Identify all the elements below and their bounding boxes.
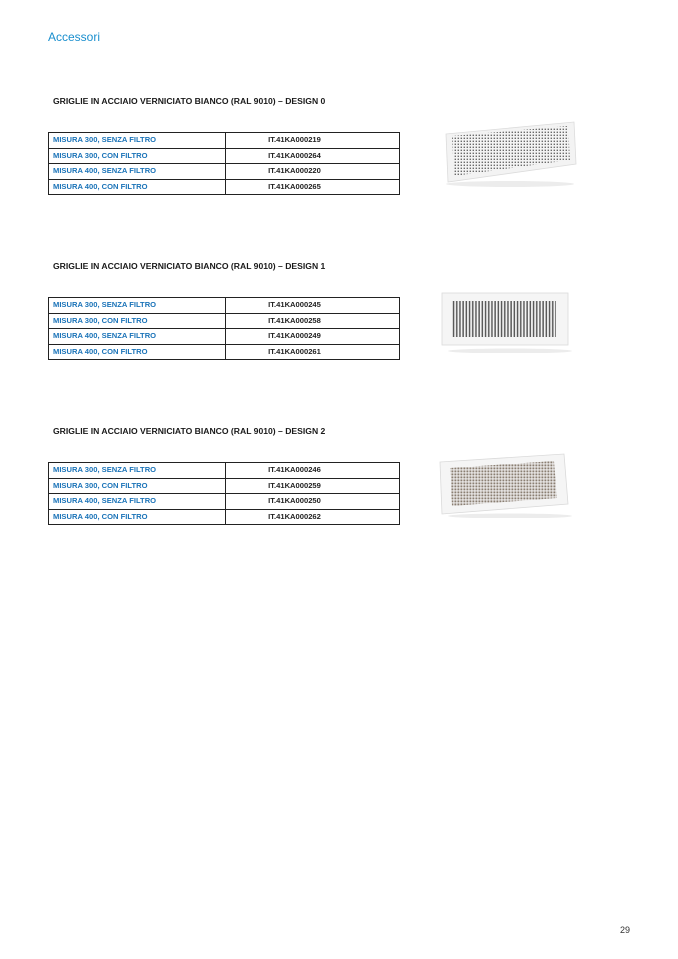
row-code: IT.41KA000245 bbox=[226, 298, 400, 314]
table-row bbox=[49, 509, 400, 525]
row-code: IT.41KA000259 bbox=[226, 478, 400, 494]
page-number: 29 bbox=[619, 925, 630, 935]
row-code: IT.41KA000246 bbox=[226, 463, 400, 479]
row-label: MISURA 300, SENZA FILTRO bbox=[49, 463, 226, 479]
product-code-table bbox=[48, 297, 400, 360]
table-row bbox=[49, 463, 400, 479]
row-label: MISURA 300, CON FILTRO bbox=[49, 313, 226, 329]
row-code: IT.41KA000220 bbox=[226, 164, 400, 180]
row-code: IT.41KA000219 bbox=[226, 133, 400, 149]
section-title: GRIGLIE IN ACCIAIO VERNICIATO BIANCO (RAL 9010) – DESIGN 2 bbox=[53, 426, 326, 436]
row-label: MISURA 400, CON FILTRO bbox=[49, 344, 226, 360]
row-label: MISURA 400, CON FILTRO bbox=[49, 179, 226, 195]
section-title: GRIGLIE IN ACCIAIO VERNICIATO BIANCO (RAL 9010) – DESIGN 1 bbox=[53, 261, 326, 271]
product-code-table bbox=[48, 132, 400, 195]
row-code: IT.41KA000265 bbox=[226, 179, 400, 195]
row-code: IT.41KA000249 bbox=[226, 329, 400, 345]
table-row bbox=[49, 494, 400, 510]
table-row bbox=[49, 313, 400, 329]
row-code: IT.41KA000250 bbox=[226, 494, 400, 510]
section-title: GRIGLIE IN ACCIAIO VERNICIATO BIANCO (RAL 9010) – DESIGN 0 bbox=[53, 96, 326, 106]
row-label: MISURA 400, SENZA FILTRO bbox=[49, 329, 226, 345]
product-code-table bbox=[48, 462, 400, 525]
row-code: IT.41KA000258 bbox=[226, 313, 400, 329]
table-row bbox=[49, 478, 400, 494]
table-row bbox=[49, 344, 400, 360]
row-label: MISURA 300, SENZA FILTRO bbox=[49, 298, 226, 314]
row-label: MISURA 300, CON FILTRO bbox=[49, 478, 226, 494]
table-row bbox=[49, 164, 400, 180]
row-code: IT.41KA000261 bbox=[226, 344, 400, 360]
grille-design-1-image bbox=[436, 281, 580, 353]
grille-design-2-image bbox=[436, 446, 580, 518]
row-label: MISURA 400, SENZA FILTRO bbox=[49, 164, 226, 180]
page-header-title: Accessori bbox=[48, 30, 101, 44]
table-row bbox=[49, 298, 400, 314]
row-label: MISURA 400, SENZA FILTRO bbox=[49, 494, 226, 510]
row-label: MISURA 300, SENZA FILTRO bbox=[49, 133, 226, 149]
table-row bbox=[49, 148, 400, 164]
row-code: IT.41KA000262 bbox=[226, 509, 400, 525]
table-row bbox=[49, 329, 400, 345]
row-label: MISURA 400, CON FILTRO bbox=[49, 509, 226, 525]
row-code: IT.41KA000264 bbox=[226, 148, 400, 164]
grille-design-0-image bbox=[436, 116, 580, 188]
table-row bbox=[49, 179, 400, 195]
table-row bbox=[49, 133, 400, 149]
row-label: MISURA 300, CON FILTRO bbox=[49, 148, 226, 164]
